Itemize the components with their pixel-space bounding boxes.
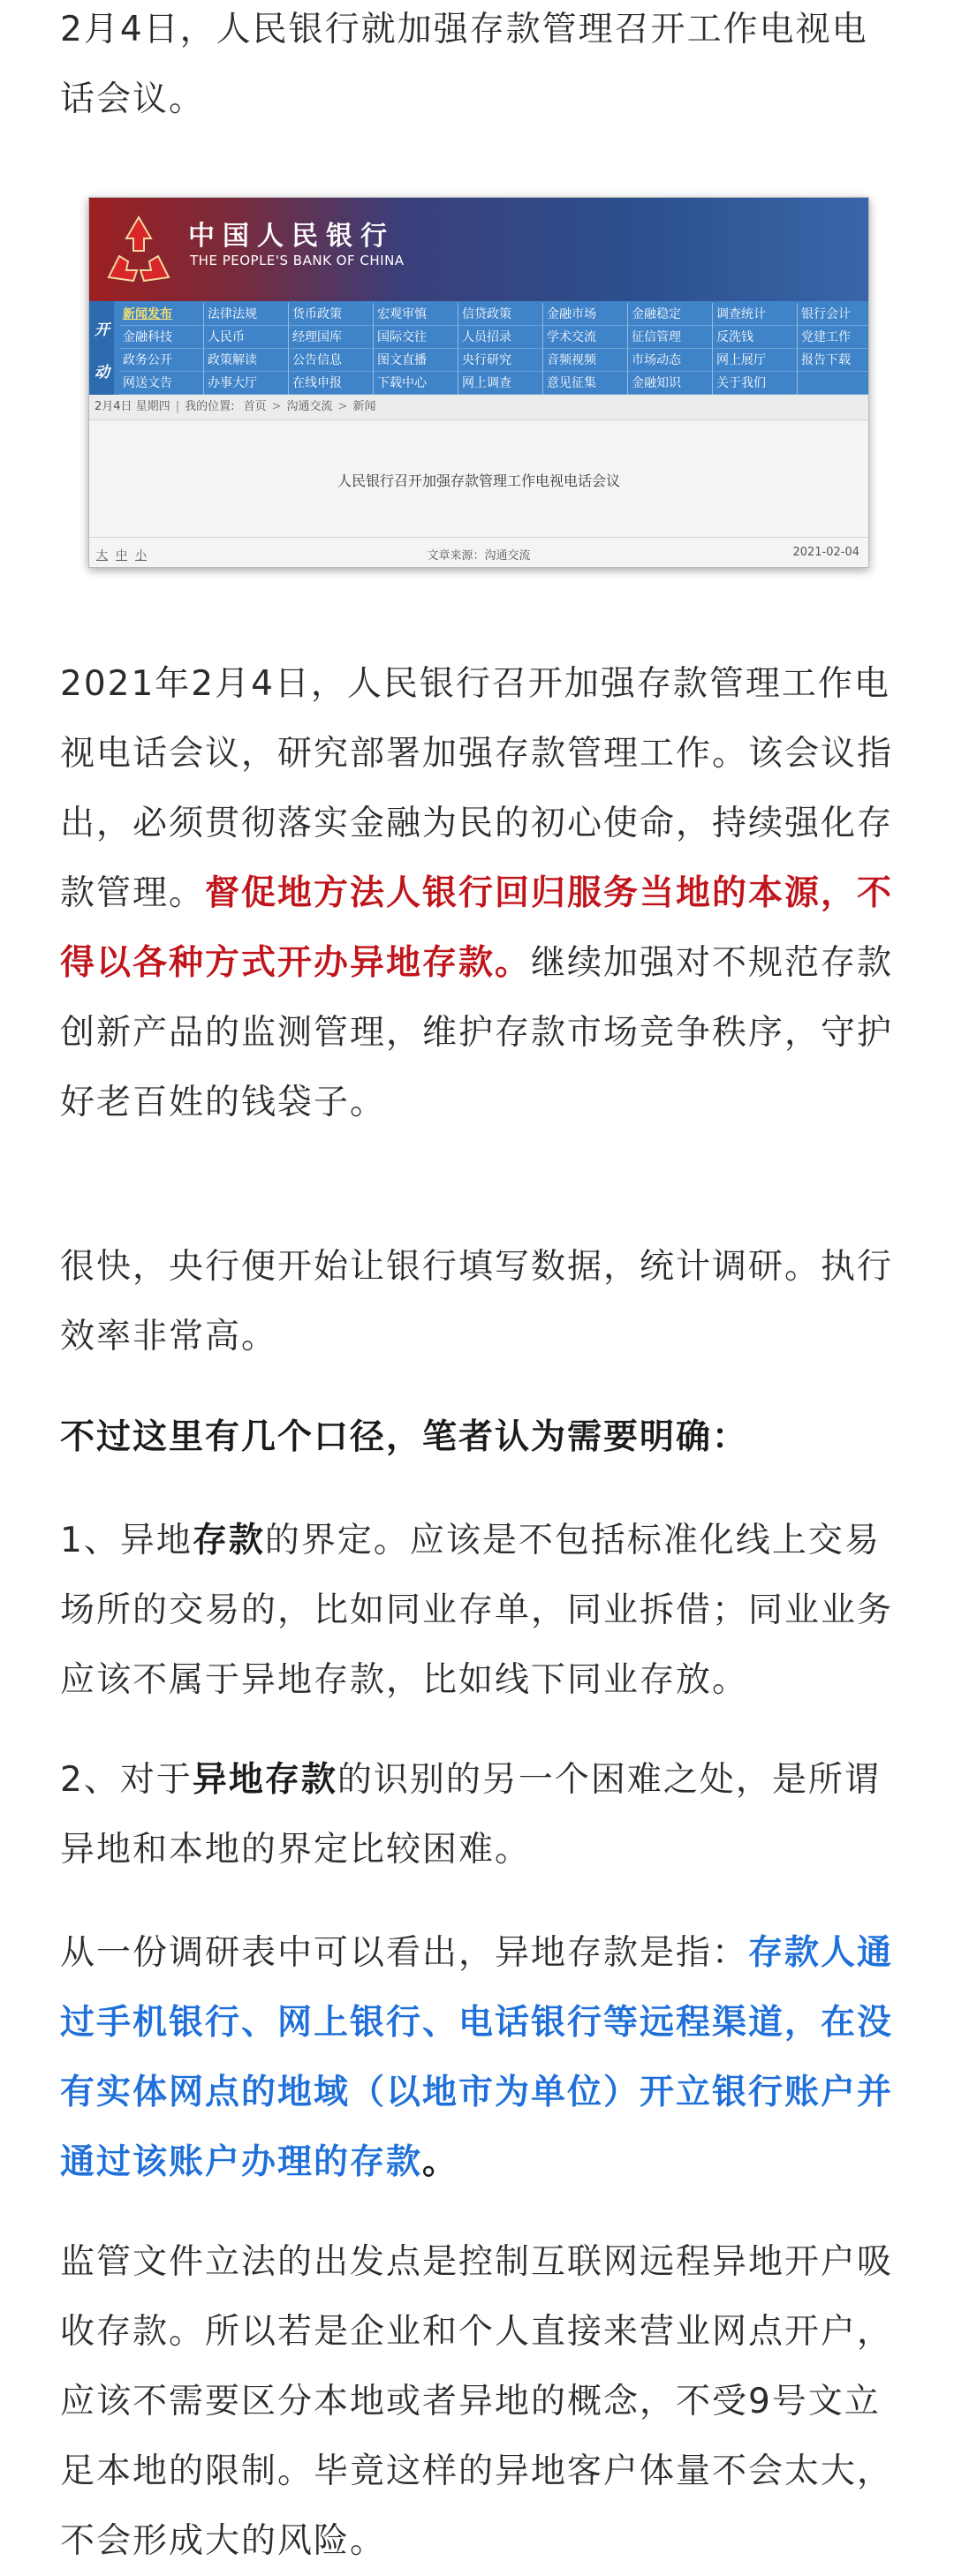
crumb-link-news[interactable]: 新闻	[352, 400, 376, 413]
intro-paragraph: 2月4日，人民银行就加强存款管理召开工作电视电话会议。	[60, 10, 868, 119]
nav-item[interactable]: 下载中心	[374, 372, 458, 395]
nav-item[interactable]: 政策解读	[204, 349, 289, 372]
nav-item[interactable]: 金融市场	[543, 303, 628, 326]
nav-item	[798, 372, 869, 395]
nav-item[interactable]: 人员招录	[458, 326, 543, 349]
nav-item[interactable]: 调查统计	[713, 303, 798, 326]
paragraph-regulation: 监管文件立法的出发点是控制互联网远程异地开户吸收存款。所以若是企业和个人直接来营业网点开户，应该不需要区分本地或者异地的概念，不受9号文立足本地的限制。毕竟这样的异地客户体量不会太大，不会形成大的风险。	[60, 2242, 894, 2561]
nav-item[interactable]: 网送文告	[119, 372, 204, 395]
nav-item[interactable]: 银行会计	[798, 303, 869, 326]
nav-item[interactable]: 网上展厅	[713, 349, 798, 372]
paragraph-point-1: 1、异地存款的界定。应该是不包括标准化线上交易场所的交易的，比如同业存单，同业拆借；同业业务应该不属于异地存款，比如线下同业存放。	[60, 1521, 894, 1700]
nav-item[interactable]: 货币政策	[289, 303, 374, 326]
nav-item[interactable]: 反洗钱	[713, 326, 798, 349]
nav-item[interactable]: 学术交流	[543, 326, 628, 349]
nav-item[interactable]: 法律法规	[204, 303, 289, 326]
highlight-red: 督促地方法人银行回归服务当地的本源，不得以各种方式开办异地存款。	[60, 873, 894, 983]
nav-item[interactable]: 公告信息	[289, 349, 374, 372]
paragraph-survey: 很快，央行便开始让银行填写数据，统计调研。执行效率非常高。	[60, 1247, 894, 1356]
article-footer	[89, 537, 868, 568]
nav-item[interactable]: 党建工作	[798, 326, 869, 349]
crumb-link-home[interactable]: 首页	[243, 400, 267, 413]
nav-item[interactable]: 宏观审慎	[374, 303, 458, 326]
article-date: 2021-02-04	[792, 546, 859, 559]
nav-item[interactable]: 意见征集	[543, 372, 628, 395]
nav-item[interactable]: 政务公开	[119, 349, 204, 372]
crumb-date: 2月4日 星期四	[95, 400, 170, 413]
paragraph-meeting: 2021年2月4日，人民银行召开加强存款管理工作电视电话会议，研究部署加强存款管理工作。该会议指出，必须贯彻落实金融为民的初心使命，持续强化存款管理。督促地方法人银行回归服务当地的本源，不得以各种方式开办异地存款。继续加强对不规范存款创新产品的监测管理，维护存款市场竞争秩序，守护好老百姓的钱袋子。	[60, 664, 894, 1122]
nav-item[interactable]: 金融科技	[119, 326, 204, 349]
paragraph-definition: 从一份调研表中可以看出，异地存款是指：存款人通过手机银行、网上银行、电话银行等远程渠道，在没有实体网点的地域（以地市为单位）开立银行账户并通过该账户办理的存款。	[60, 1933, 894, 2182]
pboc-name-en: THE PEOPLE'S BANK OF CHINA	[190, 253, 405, 268]
font-medium-link[interactable]: 中	[116, 549, 128, 563]
nav-item[interactable]: 市场动态	[628, 349, 713, 372]
nav-side-label: 开 动	[89, 301, 114, 395]
nav-item[interactable]: 图文直播	[374, 349, 458, 372]
pboc-logo-icon	[102, 212, 176, 286]
pboc-header	[89, 198, 868, 301]
nav-item[interactable]: 音频视频	[543, 349, 628, 372]
nav-item[interactable]: 新闻发布	[119, 303, 204, 326]
nav-item[interactable]: 网上调查	[458, 372, 543, 395]
nav-item[interactable]: 经理国库	[289, 326, 374, 349]
paragraph-point-2: 2、对于异地存款的识别的另一个困难之处，是所谓异地和本地的界定比较困难。	[60, 1760, 881, 1870]
nav-grid	[119, 303, 869, 395]
paragraph-caliber-heading: 不过这里有几个口径，笔者认为需要明确：	[60, 1417, 749, 1457]
nav-item[interactable]: 在线申报	[289, 372, 374, 395]
nav-item[interactable]: 金融稳定	[628, 303, 713, 326]
nav-item[interactable]: 报告下载	[798, 349, 869, 372]
pboc-name-cn: 中国人民银行	[188, 221, 395, 252]
nav-item[interactable]: 征信管理	[628, 326, 713, 349]
nav-item[interactable]: 办事大厅	[204, 372, 289, 395]
nav-item[interactable]: 人民币	[204, 326, 289, 349]
pboc-webpage-screenshot	[88, 197, 869, 568]
nav-item[interactable]: 关于我们	[713, 372, 798, 395]
crumb-label: 我的位置:	[185, 400, 235, 413]
breadcrumb: 2月4日 星期四 | 我的位置: 首页 > 沟通交流 > 新闻	[89, 395, 868, 420]
crumb-link-section[interactable]: 沟通交流	[286, 400, 333, 413]
nav-item[interactable]: 央行研究	[458, 349, 543, 372]
highlight-blue: 存款人通过手机银行、网上银行、电话银行等远程渠道，在没有实体网点的地域（以地市为单位）开立银行账户并通过该账户办理的存款	[60, 1933, 894, 2182]
article-title-box	[89, 420, 868, 537]
font-large-link[interactable]: 大	[96, 549, 109, 563]
font-small-link[interactable]: 小	[135, 549, 148, 563]
nav-item[interactable]: 金融知识	[628, 372, 713, 395]
article-title: 人民银行召开加强存款管理工作电视电话会议	[337, 472, 620, 489]
pboc-nav	[89, 301, 868, 395]
nav-item[interactable]: 信贷政策	[458, 303, 543, 326]
nav-item[interactable]: 国际交往	[374, 326, 458, 349]
article-source: 文章来源：沟通交流	[427, 549, 531, 563]
